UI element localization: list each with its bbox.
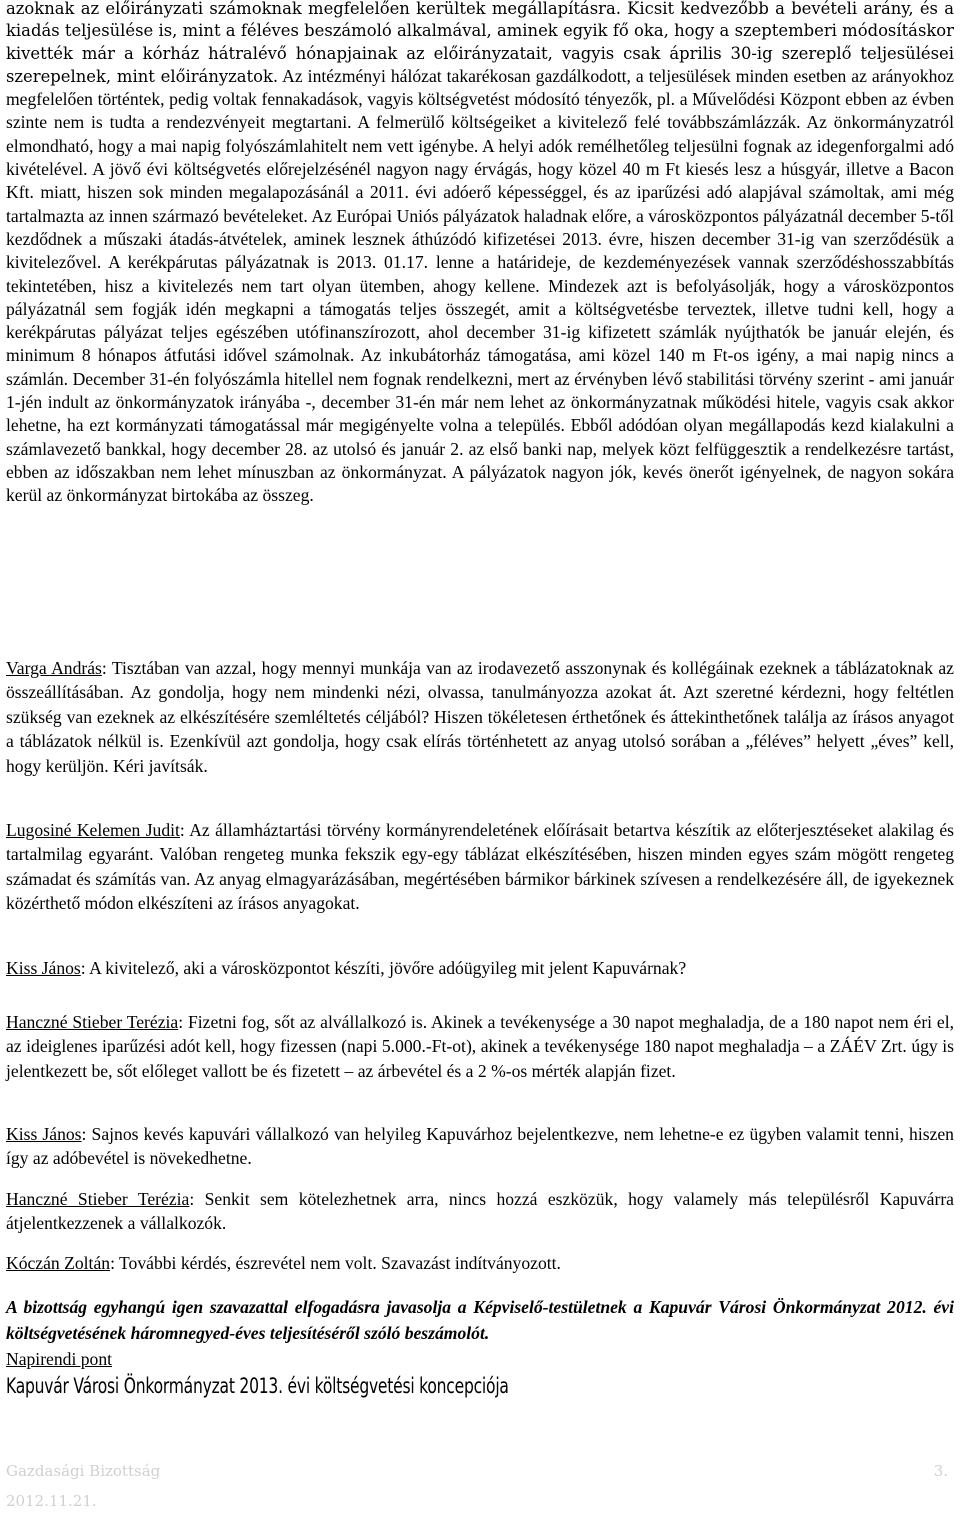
speaker-name: Kiss János (6, 958, 81, 978)
agenda-label: Napirendi pont (6, 1349, 113, 1369)
speech-text: : Tisztában van azzal, hogy mennyi munkája van az irodavezető asszonynak és kollégáinak ezeknek a táblázatoknak az összeállításában. Az gondolja, hogy nem mindenki nézi, olvassa, tanulmányozza azokat át. Azt szeretné kérdezni, hogy feltétlen szükség van ezeknek az elkészítésére szemléltetés céljából? Hiszen tökéletesen érthetőnek és áttekinthetőnek találja az írásos anyagot a táblázatok nélkül is. Ezenkívül azt gondolja, hogy csak elírás történhetett az anyag utolsó sorában a „féléves” helyett „éves” kell, hogy kerüljön. Kéri javítsák. (6, 658, 954, 776)
speech-koczan (6, 1251, 954, 1275)
paragraph-part-3: a Művelődési Központ ebben az évben szinte nem is tudta a rendezvényeit megtartani. A felmerülő költségeiket a kivitelező felé továbbszámlázzák. Az önkormányzatról elmondható, hogy a mai napig folyószámlahitelt nem vett igénybe. A helyi adók remélhetőleg teljesülni fognak az idegenforgalmi adó kivételével. A jövő évi költségvetés előrejelzésénél nagyon nagy érvágás, hogy közel 40 m Ft kiesés lesz a húsgyár, illetve a Bacon Kft. miatt, hiszen sok minden megalapozásánál a 2011. évi adóerő képességgel, és az iparűzési adó alapjával számoltak, ami még tartalmazta az innen származó bevételeket. Az Európai Uniós pályázatok haladnak előre, a városközpontos pályázatnál december 5-től kezdődnek a műszaki átadás-átvételek, aminek lesznek áthúzódó kifizetései 2013. évre, hiszen december 31-ig van szerződésük a kivitelezővel. A kerékpárutas pályázatnak is 2013. 01.17. lenne a határideje, de kezdeményezések vannak szerződéshosszabbítás tekintetében, hisz a kivitelezés nem tart olyan ütemben, ahogy kellene. Mindezek azt is befolyásolják, hogy a városközpontos pályázatnál sem fogják idén megkapni a támogatás teljes összegét, amit a költségvetésbe terveztek, illetve tudni kell, hogy a kerékpárutas pályázat teljes egészében utófinanszírozott, ahol december 31-ig kifizetett számlák nyújthatók be január elején, és minimum 8 hónapos átfutási idővel számolnak. Az inkubátorház támogatása, ami közel 140 m Ft-os igény, a mai napig nincs a számlán. December 31-én folyószámla hitellel nem fognak rendelkezni, mert az érvényben lévő stabilitási törvény szerint - ami január 1-jén indult az önkormányzatok irányába -, december 31-én már nem lehet az önkormányzatnak működési hitele, vagyis csak akkor lehetne, ha ezt kormányzati támogatással már megigényelte volna a település. Ebből adódóan olyan megállapodás kezd kialakulni a számlavezető bankkal, hogy december 28. az utolsó és január 2. az első banki nap, melyek közt felfüggesztik a rendelkezésre tartást, ebben az időszakban nem lehet mínuszban az önkormányzat. A pályázatok nagyon jók, kevés önerőt igényelnek, de nagyon sokára kerül az önkormányzat birtokába az összeg. (6, 89, 955, 506)
speech-text: : Az államháztartási törvény kormányrendeletének előírásait betartva készítik az előterjesztéseket alakilag és tartalmilag egyaránt. Valóban rengeteg munka fekszik egy-egy táblázat elkészítésében, hiszen minden egyes szám mögött rengeteg számadat és számítás van. Az anyag elmagyarázásában, megértésében bármikor bárkinek szívesen a rendelkezésére áll, de igyekeznek közérthető módon elkészíteni az írásos anyagokat. (6, 820, 955, 914)
speech-text: : A kivitelező, aki a városközpontot készíti, jövőre adóügyileg mit jelent Kapuvárnak? (80, 958, 687, 978)
speech-varga (6, 656, 954, 778)
committee-resolution: A bizottság egyhangú igen szavazattal elfogadásra javasolja a Képviselő-testületnek a Kapuvár Városi Önkormányzat 2012. évi költségvetésének háromnegyed-éves teljesítéséről szóló beszámolót. (6, 1297, 954, 1343)
footer-committee: Gazdasági Bizottság (6, 1462, 161, 1480)
paragraph-part-1: azoknak az előirányzati számoknak megfelelően kerültek megállapításra. Kicsit kedvezőbb a bevételi arány, és a kiadás teljesülése is, mint a féléves beszámoló alkalmával, aminek egyik fő oka, hogy a szeptemberi módosításkor kivették már a kórház hátralévő hónapjainak az előirányzatait, vagyis csak április 30-ig szereplő teljesülései szerepelnek, mint előirányzatok. (6, 0, 954, 86)
agenda-title: Kapuvár Városi Önkormányzat 2013. évi költségvetési koncepciója (6, 1374, 509, 1398)
speech-hanczne-2 (6, 1187, 954, 1236)
speech-text: : További kérdés, észrevétel nem volt. Szavazást indítványozott. (110, 1253, 561, 1273)
paragraph-budget-report (6, 0, 954, 508)
speaker-name: Kóczán Zoltán (6, 1253, 111, 1273)
speech-text: : Fizetni fog, sőt az alvállalkozó is. Akinek a tevékenysége a 30 napot meghaladja, de a 180 napot nem éri el, az ideiglenes iparűzési adót kell, hogy fizessen (napi 5.000.-Ft-ot), akinek a tevékenysége 180 napot meghaladja – a ZÁÉV Zrt. úgy is jelentkezett be, sőt előleget vallott be és fizetett – az árbevétel és a 2 %-os mérték alapján fizet. (6, 1012, 954, 1081)
speaker-name: Kiss János (6, 1124, 82, 1144)
speaker-name: Hanczné Stieber Terézia (6, 1189, 190, 1209)
speech-hanczne-1 (6, 1010, 954, 1083)
paragraph-part-2: Az intézményi hálózat takarékosan gazdálkodott, a teljesülések minden esetben az arányokhoz megfelelően történtek, pedig voltak fennakadások, vagyis költségvetést módosító tényezők, pl. (6, 65, 954, 110)
speaker-name: Lugosiné Kelemen Judit (6, 820, 180, 840)
speech-lugosine (6, 818, 954, 916)
speaker-name: Hanczné Stieber Terézia (6, 1012, 179, 1032)
footer-page-number: 3. (933, 1462, 948, 1480)
footer-date: 2012.11.21. (6, 1492, 97, 1510)
speech-text: : Sajnos kevés kapuvári vállalkozó van helyileg Kapuvárhoz bejelentkezve, nem lehetne-e ez ügyben valamit tenni, hiszen így az adóbevétel is növekedhetne. (6, 1124, 954, 1169)
speaker-name: Varga András (6, 658, 102, 678)
speech-kiss-2 (6, 1122, 954, 1171)
speech-kiss-1 (6, 956, 954, 980)
speech-text: : Senkit sem kötelezhetnek arra, nincs hozzá eszközük, hogy valamely más településről Kapuvárra átjelentkezzenek a vállalkozók. (6, 1189, 954, 1234)
